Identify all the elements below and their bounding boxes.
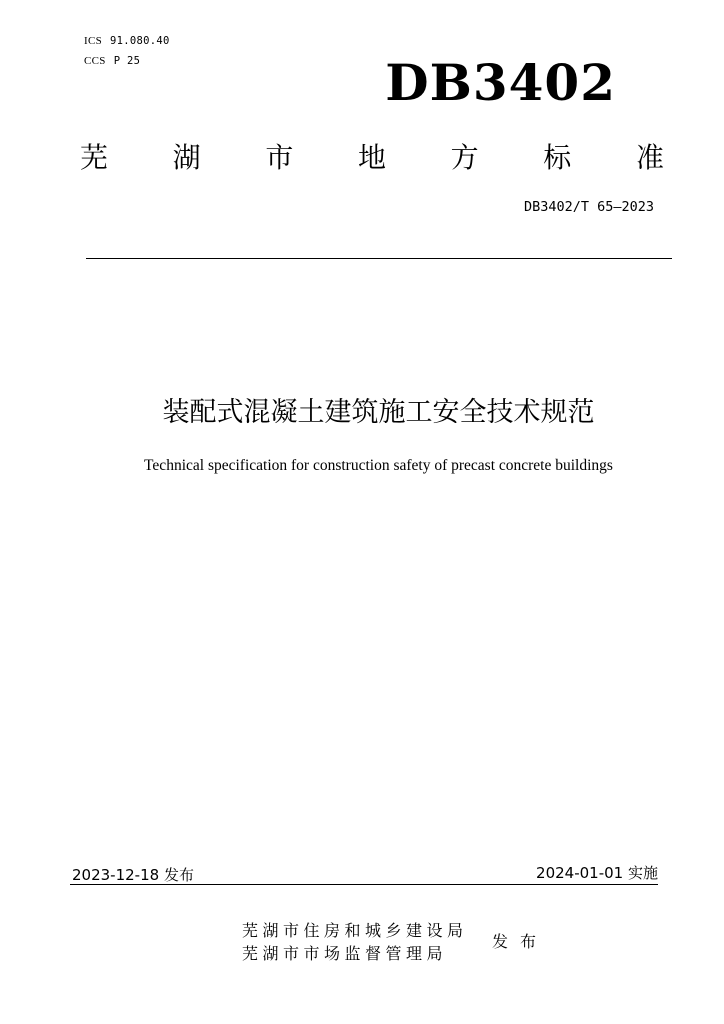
standard-category-heading	[80, 140, 664, 176]
ccs-label: CCS	[84, 55, 106, 67]
title-english: Technical specification for construction safety of precast concrete buildings	[144, 457, 613, 474]
implement-date: 2024-01-01 实施	[536, 864, 658, 882]
ccs-value: P 25	[113, 55, 141, 67]
heading-char: 湖	[172, 141, 201, 174]
issue-label: 发布	[492, 932, 549, 951]
ccs-code	[84, 55, 140, 67]
heading-char: 标	[543, 141, 572, 174]
ics-code	[84, 35, 170, 47]
title-chinese: 装配式混凝土建筑施工安全技术规范	[162, 397, 595, 428]
heading-char: 准	[635, 141, 664, 174]
ics-label: ICS	[84, 35, 103, 47]
publisher-housing: 芜湖市住房和城乡建设局	[242, 921, 468, 940]
standard-number: DB3402/T 65—2023	[523, 199, 654, 215]
publisher-market: 芜湖市市场监督管理局	[242, 944, 448, 963]
heading-char: 市	[265, 141, 294, 174]
heading-char: 地	[357, 141, 386, 174]
release-date: 2023-12-18 发布	[72, 866, 194, 884]
bottom-divider	[70, 884, 658, 885]
heading-char: 方	[450, 141, 479, 174]
db-logo: DB3402	[385, 53, 616, 112]
ics-value: 91.080.40	[110, 35, 170, 47]
top-divider	[86, 258, 672, 259]
heading-char: 芜	[80, 141, 109, 174]
